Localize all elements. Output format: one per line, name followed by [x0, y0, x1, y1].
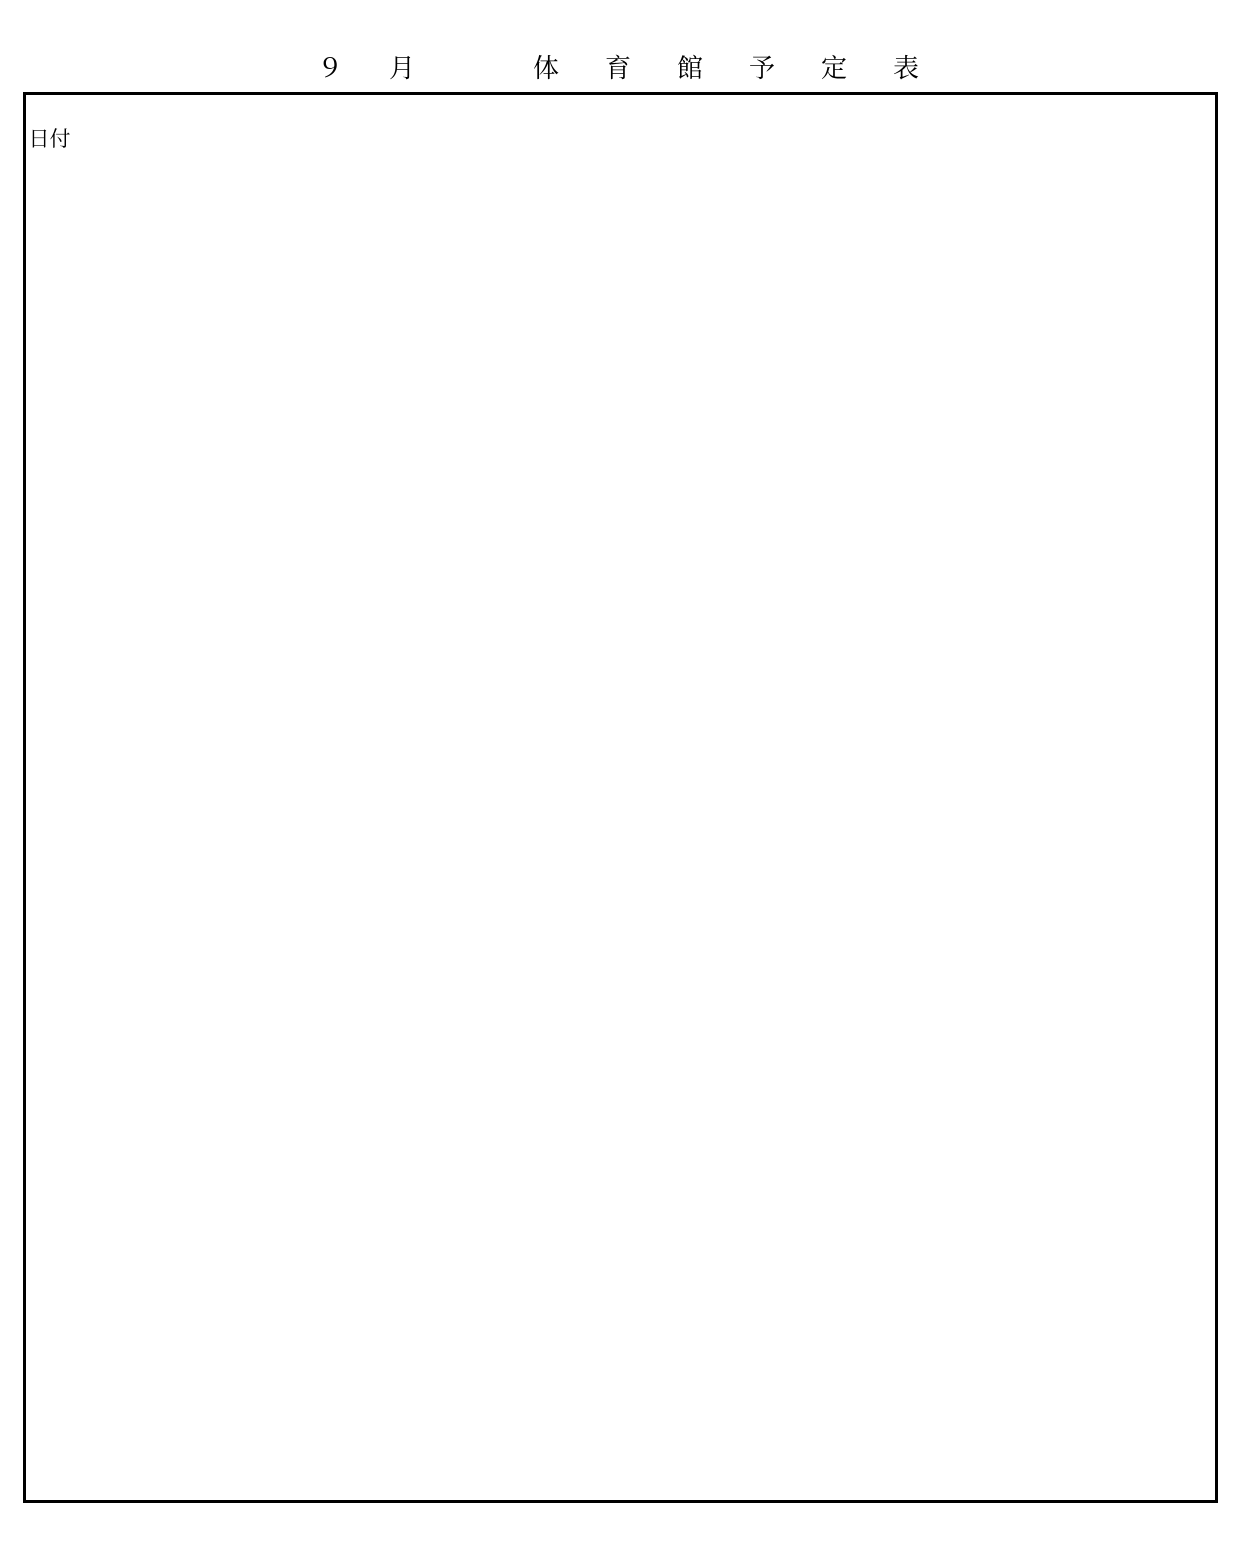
- header-date-left: 日付: [28, 127, 71, 151]
- page-title: ９ 月 体 育 館 予 定 表: [316, 54, 929, 84]
- schedule-table: [23, 92, 1218, 1503]
